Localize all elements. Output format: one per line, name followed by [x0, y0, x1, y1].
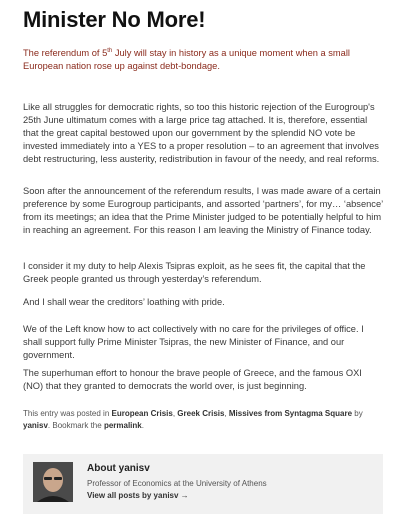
- author-description: Professor of Economics at the University of Athens: [87, 479, 267, 488]
- meta-prefix: This entry was posted in: [23, 409, 112, 418]
- body-paragraph-2: Soon after the announcement of the referendum results, I was made aware of a certain preference by some Eurogroup participants, and assorted ‘partners’, for my… ‘absence’ from its meetings; an idea that the Prime Minister judged to be potentially helpful to him in reaching an agreement. For this reason I am leaving the Ministry of Finance today.: [23, 186, 383, 235]
- meta-by: by: [352, 409, 363, 418]
- view-all-posts-link[interactable]: View all posts by yanisv →: [87, 491, 189, 500]
- post-meta: [23, 408, 383, 432]
- category-link-missives[interactable]: Missives from Syntagma Square: [228, 409, 353, 418]
- avatar: [33, 462, 73, 502]
- body-paragraph-1: Like all struggles for democratic rights, so too this historic rejection of the Eurogroup's 25th June ultimatum comes with a large price tag attached. It is, therefore, essential that the great capital bestowed upon our government by the splendid NO vote be invested immediately into a YES to a proper resolution – to an agreement that involves debt restructuring, less austerity, redistribution in favour of the needy, and real reforms.: [23, 102, 380, 164]
- category-link-european-crisis[interactable]: European Crisis: [111, 409, 173, 418]
- body-paragraph-3: I consider it my duty to help Alexis Tsipras exploit, as he sees fit, the capital that the Greek people granted us through yesterday’s referendum.: [23, 261, 366, 284]
- permalink-link[interactable]: permalink: [103, 421, 142, 430]
- author-link[interactable]: yanisv: [23, 421, 48, 430]
- body-paragraph-6: The superhuman effort to honour the brave people of Greece, and the famous OXI (NO) that they granted to democrats the world over, is just beginning.: [23, 368, 362, 391]
- meta-bookmark: . Bookmark the: [47, 421, 104, 430]
- lead-text-end: July will stay in history as a unique moment when a small European nation rose up against debt-bondage.: [23, 48, 350, 71]
- body-paragraph-4: And I shall wear the creditors’ loathing with pride.: [23, 297, 225, 307]
- lead-text-start: The referendum of 5: [23, 48, 108, 58]
- lead-paragraph: [23, 47, 383, 73]
- category-link-greek-crisis[interactable]: Greek Crisis: [177, 409, 225, 418]
- meta-end: .: [141, 421, 144, 430]
- meta-separator: ,: [172, 409, 178, 418]
- author-box: [23, 454, 383, 514]
- meta-separator: ,: [224, 409, 229, 418]
- body-paragraph-5: We of the Left know how to act collectively with no care for the privileges of office. I shall support fully Prime Minister Tsipras, the new Minister of Finance, and our government.: [23, 324, 364, 360]
- lead-ordinal-suffix: th: [107, 47, 113, 54]
- author-heading: About yanisv: [87, 463, 150, 474]
- post-title: Minister No More!: [23, 7, 206, 32]
